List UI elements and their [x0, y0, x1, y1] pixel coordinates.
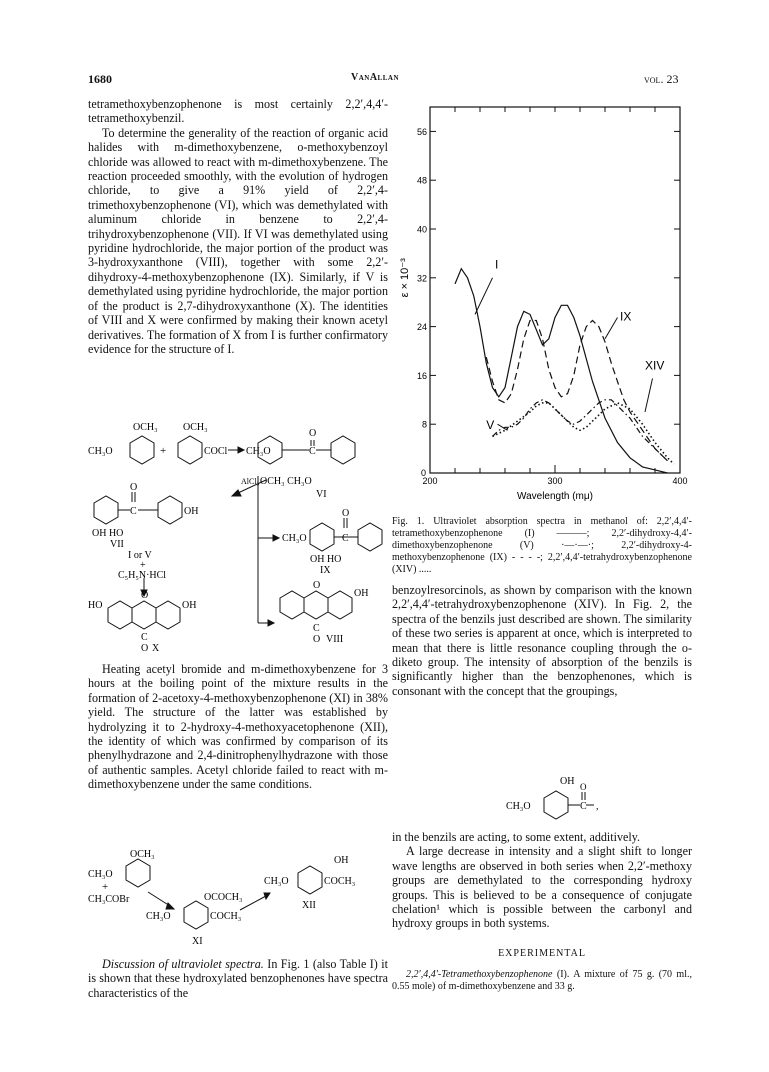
x-tick-label: 200 — [422, 476, 438, 486]
ch3o-label: CH₃O — [88, 869, 113, 880]
compound-x: X — [152, 643, 160, 653]
compound-xii: XII — [302, 900, 316, 911]
och3-label: OCH₃ — [133, 422, 158, 433]
experimental-heading: EXPERIMENTAL — [498, 947, 586, 959]
xanthone-ring — [108, 601, 132, 629]
carbonyl-o: O — [580, 782, 587, 792]
benzene-ring — [158, 496, 182, 524]
benzene-ring — [130, 436, 154, 464]
paragraph-decrease: A large decrease in intensity and a slight shift to longer wave lengths are observed in both series when 2,2′-methoxy groups are demethylated to the corresponding hydroxy groups. This is believed to be a consequence of conjugate chelation¹ which is possible between the carbonyl and hydroxy groups in both systems. — [392, 844, 692, 931]
y-tick-label: 56 — [416, 126, 427, 137]
annotations — [475, 258, 664, 432]
plus-sign: + — [160, 445, 167, 457]
plus-sign: + — [102, 881, 109, 893]
xanthone-ring — [280, 591, 304, 619]
acetyl-bromide-label: CH₃COBr — [88, 894, 130, 905]
ch3o-label: CH₃O — [88, 446, 113, 457]
compound-viii: VIII — [326, 634, 344, 645]
ch3o-label: CH₃O — [246, 446, 271, 457]
x-tick-label: 300 — [547, 476, 563, 486]
y-tick-label: 16 — [416, 370, 427, 381]
paragraph-continuation: tetramethoxybenzophenone is most certainly 2,2′,4,4′-tetramethoxybenzil. — [88, 97, 388, 126]
carbonyl-c: C — [130, 506, 137, 517]
right-column-lower — [392, 830, 692, 993]
ch3o-label: CH₃O — [264, 876, 289, 887]
carbonyl-o: O — [141, 643, 149, 653]
carbonyl-c: C — [342, 533, 349, 544]
oh-label: OH — [334, 855, 349, 866]
y-tick-label: 24 — [416, 322, 427, 333]
paragraph-discussion — [88, 957, 388, 1000]
uv-spectra-chart — [392, 95, 692, 515]
discussion-text: In Fig. 1 (also Table I) it is shown that these hydroxylated benzophenones have spectra characteristics of the — [88, 957, 388, 1000]
benzene-ring — [358, 523, 382, 551]
left-column-upper — [88, 97, 388, 356]
annotation-label-xiv: XIV — [645, 358, 665, 373]
x-axis-label: Wavelength (mμ) — [517, 491, 593, 502]
i-or-v-label: I or V — [128, 550, 152, 561]
y-axis-label: ε × 10⁻³ — [399, 258, 411, 298]
carbonyl-o: O — [130, 482, 138, 493]
series-line-i — [455, 269, 668, 473]
reaction-scheme-1 — [88, 418, 388, 653]
oh-ho-label: OH HO — [310, 554, 342, 565]
ch3o-label: CH₃O — [282, 533, 307, 544]
running-author: VanAllan — [351, 72, 400, 83]
paragraph-additively: in the benzils are acting, to some extent, additively. — [392, 830, 641, 844]
ho-label: HO — [88, 600, 103, 611]
y-tick-label: 40 — [416, 224, 427, 235]
experimental-text: (I). A mixture of 75 g. (70 ml., 0.55 mole) of m-dimethoxybenzene and 33 g. — [392, 969, 692, 993]
series-line-xiv — [493, 403, 674, 464]
ch3o-label: CH₃O — [146, 911, 171, 922]
discussion-title: Discussion of ultraviolet spectra. — [102, 957, 264, 971]
figure-caption: Fig. 1. Ultraviolet absorption spectra in methanol of: 2,2′,4,4′-tetramethoxybenzophenone (I) ———; 2,2′-dihydroxy-4,4′-dimethoxybenzophenone (V) ·—·—·; 2,2′-dihydroxy-4-methoxybenzophenone (IX) - - - -; 2,2′,4,4′-tetrahydroxybenzophenone (XIV) ..... — [392, 516, 692, 575]
annotation-leader — [605, 317, 618, 338]
benzene-ring — [298, 866, 322, 894]
ococh3-label: OCOCH₃ — [204, 892, 243, 903]
carbonyl-c: C — [313, 623, 320, 634]
left-column-middle — [88, 662, 388, 792]
paragraph-experimental — [392, 969, 692, 993]
left-column-bottom — [88, 957, 388, 1000]
oh-label: OH — [354, 588, 369, 599]
carbonyl-c: C — [141, 632, 148, 643]
benzene-ring — [178, 436, 202, 464]
xanthone-ring — [304, 591, 328, 619]
annotation-label-i: I — [495, 257, 499, 272]
oh-label: OH — [560, 776, 575, 787]
y-tick-label-zero: 0 — [420, 468, 426, 478]
plus-sign: + — [140, 560, 146, 571]
y-tick-label: 32 — [416, 273, 427, 284]
alcl3-label: AlCl₃ — [241, 477, 260, 486]
oh-ho-label: OH HO — [92, 528, 124, 539]
compound-vii: VII — [110, 539, 124, 550]
cocl-label: COCl — [204, 446, 228, 457]
oh-label: OH — [184, 506, 199, 517]
y-axis-ticks — [417, 127, 680, 478]
paragraph-acetyl-bromide: Heating acetyl bromide and m-dimethoxybenzene for 3 hours at the boiling point of the mixture results in the formation of 2-acetoxy-4-methoxybenzophenone (XI) in 38% yield. The structure of the latter was established by hydrolyzing it to 2-hydroxy-4-methoxyacetophenone (XII), the identity of which was confirmed by comparison of its phenylhydrazone and 2,4-dinitrophenylhydrazone with those of authentic samples. Acetyl chloride failed to react with m-dimethoxybenzene under the same conditions. — [88, 662, 388, 792]
coch3-label: COCH₃ — [210, 911, 242, 922]
series-line-ix — [486, 321, 667, 461]
xanthone-ring — [132, 601, 156, 629]
xanthone-ring — [156, 601, 180, 629]
volume-label: vol. 23 — [644, 72, 679, 86]
och3-ch3o-label: OCH₃ CH₃O — [260, 476, 312, 487]
x-tick-label: 400 — [672, 476, 688, 486]
xanthone-ring — [328, 591, 352, 619]
page-number: 1680 — [88, 72, 112, 86]
carbonyl-o: O — [313, 634, 321, 645]
benzene-ring — [310, 523, 334, 551]
carbonyl-c: C — [309, 446, 316, 457]
y-tick-label: 8 — [421, 419, 427, 430]
carbonyl-o: O — [309, 428, 317, 439]
plot-frame — [430, 107, 680, 473]
coch3-label: COCH₃ — [324, 876, 356, 887]
compound-ix: IX — [320, 565, 331, 576]
compound-xi: XI — [192, 936, 203, 947]
paragraph-generality: To determine the generality of the reaction of organic acid halides with m-dimethoxybenzene, o-methoxybenzoyl chloride was allowed to react with m-dimethoxybenzene. The reaction proceeded smoothly, with the evolution of hydrogen chloride, to give a 91% yield of 2,2′,4-trimethoxybenzophenone (VI), which was demethylated with aluminum chloride in benzene to 2,2′,4-trihydroxybenzophenone (VII). If VI was demethylated using pyridine hydrochloride, the major portion of the product was 3-hydroxyxanthone (VIII), together with some 2,2′-dihydroxy-4-methoxybenzophenone (IX). Similarly, if V is demethylated using pyridine hydrochloride, the major portion of the product is 2,7-dihydroxyxanthone (X). The identities of VIII and X were confirmed by making their known acetyl derivatives. The formation of X from I is further confirmatory evidence for the structure of I. — [88, 125, 389, 356]
benzene-ring — [94, 496, 118, 524]
annotation-label-ix: IX — [620, 309, 632, 324]
reaction-scheme-2 — [88, 848, 388, 948]
annotation-leader — [645, 378, 653, 412]
annotation-leader — [475, 278, 493, 315]
oh-label: OH — [182, 600, 197, 611]
benzene-ring — [544, 791, 568, 819]
benzene-ring — [184, 901, 208, 929]
ring-o: O — [313, 580, 321, 591]
grouping-structure — [480, 772, 660, 828]
och3-label: OCH₃ — [183, 422, 208, 433]
och3-label: OCH₃ — [130, 849, 155, 860]
carbonyl-o: O — [342, 508, 350, 519]
annotation-label-v: V — [486, 418, 495, 433]
comma: , — [596, 801, 599, 812]
benzene-ring — [126, 859, 150, 887]
series-group — [455, 269, 674, 473]
ch3o-label: CH₃O — [506, 801, 531, 812]
carbonyl-c: C — [580, 801, 587, 812]
compound-vi: VI — [316, 489, 327, 500]
right-column-upper — [392, 583, 692, 698]
pyridine-hcl-label: C₅H₅N·HCl — [118, 570, 167, 581]
y-tick-label: 48 — [416, 175, 427, 186]
benzene-ring — [331, 436, 355, 464]
plot-border — [430, 107, 680, 473]
ring-o: O — [141, 590, 149, 601]
experimental-compound-title: 2,2′,4,4′-Tetramethoxybenzophenone — [406, 969, 553, 981]
paragraph-benzoylresorcinols: benzoylresorcinols, as shown by comparison with the known 2,2′,4,4′-tetrahydroxybenzophenone (XIV). In Fig. 2, the spectra of the benzils just described are shown. The similarity of these two series is apparent at once, which is interpreted to mean that there is little resonance coupling through the o-diketo group. The intensity of absorption of the benzils is significantly higher than the benzophenones, which is consonant with the concept that the groupings, — [392, 583, 692, 698]
